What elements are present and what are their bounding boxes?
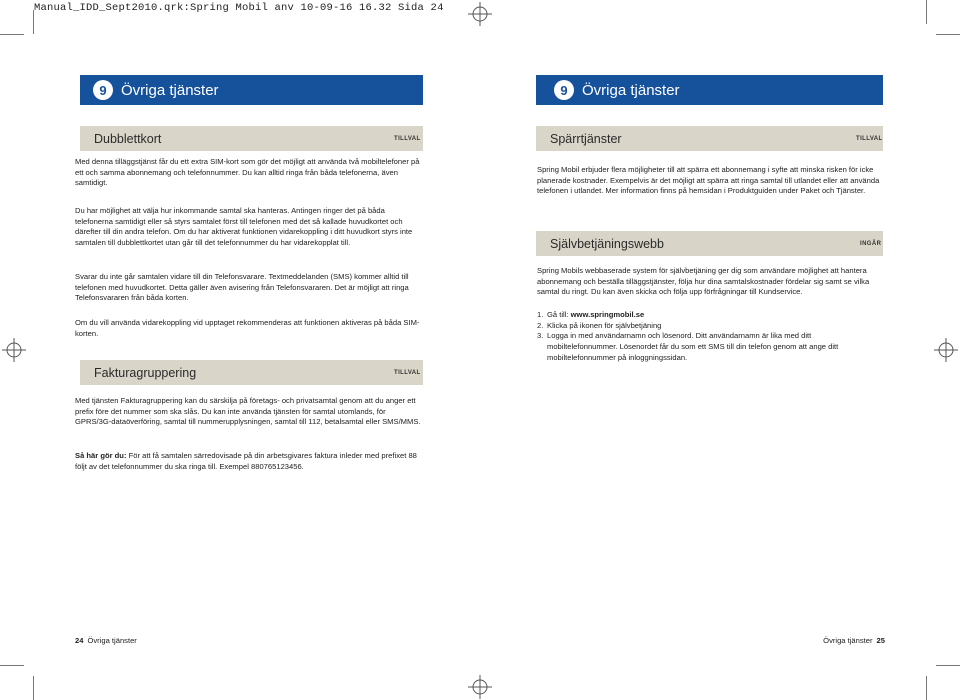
section-badge: INGÅR — [860, 241, 882, 247]
step-text: Gå till: — [547, 310, 571, 319]
footer-label: Övriga tjänster — [87, 636, 137, 645]
paragraph: Spring Mobil erbjuder flera möjligheter till att spärra ett abonnemang i syfte att minska risken för icke planerade kostnader. Exempelvis är det möjligt att spärra att ringa samtal till utlandet eller att använda telefonen i utlandet. Mer information finns på hemsidan i Produktguiden under Paket och Tjänster. — [537, 165, 880, 196]
paragraph: Spring Mobils webbaserade system för självbetjäning ger dig som användare möjlighet att hantera abonnemang och beställa tilläggstjänster, följa hur dina samtalskostnader fördelar sig samt se vilka samtal du ringt. Du kan även skicka och följa upp förfrågningar till Kundservice. — [537, 266, 870, 297]
registration-mark-icon — [468, 675, 492, 699]
step-text: Logga in med användarnamn och lösenord. Ditt användarnamn är lika med ditt mobiltelefonnummer. Lösenordet får du som ett SMS till din telefon genom att ange ditt mobiltelefonnummer på inloggningssidan. — [547, 331, 839, 362]
section-badge: TILLVAL — [856, 136, 883, 142]
step-number: 1. — [537, 310, 544, 319]
crop-mark — [936, 665, 960, 666]
list-item — [537, 310, 883, 321]
page-number: 25 — [876, 636, 885, 645]
crop-mark — [33, 676, 34, 700]
paragraph: Om du vill använda vidarekoppling vid upptaget rekommenderas att funktionen aktiveras på båda SIM-korten. — [75, 318, 420, 338]
paragraph: Du har möjlighet att välja hur inkommande samtal ska hanteras. Antingen ringer det på båda telefonerna samtidigt eller så styrs samtalet först till telefonen med det så kallade huvudkortet och därefter till din andra telefon. Om du har aktiverat funktionen vidarekoppling i ditt huvudkort styrs inte samtalen till dubblettkortet utan går till det telefonnummer du har vidarekopplat till. — [75, 206, 413, 248]
footer-label: Övriga tjänster — [823, 636, 873, 645]
paragraph-how-to — [75, 451, 423, 472]
step-number: 2. — [537, 320, 544, 330]
chapter-header-right — [536, 75, 883, 105]
step-text: Klicka på ikonen för självbetjäning — [547, 320, 662, 330]
section-header-sjalvbetjaningswebb — [536, 231, 883, 256]
registration-mark-icon — [2, 338, 26, 362]
chapter-number-badge: 9 — [93, 80, 113, 100]
section-badge: TILLVAL — [394, 370, 421, 376]
chapter-header-left — [80, 75, 423, 105]
chapter-title: Övriga tjänster — [582, 81, 680, 99]
steps-list — [537, 310, 883, 364]
paragraph: Svarar du inte går samtalen vidare till din Telefonsvarare. Textmeddelanden (SMS) kommer alltid till telefonen med huvudkortet. Detta gäller även avisering från Telefonsvararen. Det är möjligt att ringa Telefonsvararen från båda korten. — [75, 272, 409, 303]
list-item — [537, 331, 883, 363]
crop-mark — [0, 665, 24, 666]
chapter-title: Övriga tjänster — [121, 81, 219, 99]
crop-mark — [926, 676, 927, 700]
page-number: 24 — [75, 636, 84, 645]
registration-mark-icon — [934, 338, 958, 362]
paragraph-lead: Så här gör du: — [75, 451, 127, 460]
section-title: Självbetjäningswebb — [550, 236, 664, 251]
step-number: 3. — [537, 331, 544, 341]
paragraph-text: För att få samtalen särredovisade på din arbetsgivares faktura inleder med prefixet 88 följt av det telefonnummer du ska ringa till. Exempel 880765123456. — [75, 451, 417, 471]
page-footer-right — [823, 636, 885, 645]
page-footer-left — [75, 636, 137, 645]
section-title: Fakturagruppering — [94, 365, 197, 380]
paragraph: Med tjänsten Fakturagruppering kan du särskilja på företags- och privatsamtal genom att du anger ett prefix före det nummer som ska slås. Du kan inte använda tjänsten för samtal utomlands, för GPRS/3G-dataöverföring, samtal till nummerupplysningen, samtal till 112, betalsamtal eller SMS/MMS. — [75, 396, 421, 427]
section-title: Dubblettkort — [94, 131, 162, 146]
paragraph: Med denna tilläggstjänst får du ett extra SIM-kort som gör det möjligt att använda två mobiltelefoner på ett och samma abonnemang och telefonnummer. Du kan alltid ringa från båda telefonerna, även samtidigt. — [75, 157, 420, 188]
crop-mark — [33, 10, 34, 34]
section-header-sparrtjanster — [536, 126, 883, 151]
section-badge: TILLVAL — [394, 136, 421, 142]
section-title: Spärrtjänster — [550, 131, 622, 146]
crop-mark — [936, 34, 960, 35]
section-header-fakturagruppering — [80, 360, 423, 385]
crop-mark — [926, 0, 927, 24]
slug-line: Manual_IDD_Sept2010.qrk:Spring Mobil anv 10-09-16 16.32 Sida 24 — [34, 2, 444, 14]
chapter-number-badge: 9 — [554, 80, 574, 100]
registration-mark-icon — [468, 2, 492, 26]
website-link[interactable]: www.springmobil.se — [570, 310, 645, 319]
crop-mark — [0, 34, 24, 35]
section-header-dubblettkort — [80, 126, 423, 151]
list-item — [537, 321, 883, 332]
